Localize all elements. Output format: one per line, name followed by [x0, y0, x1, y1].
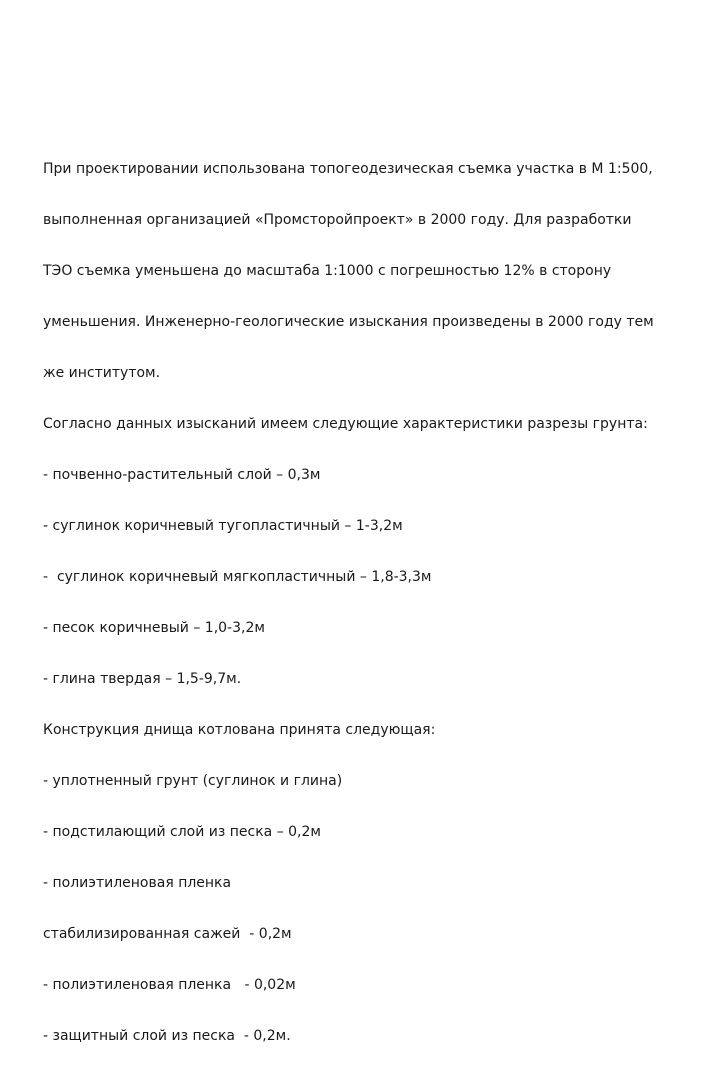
list-item: - суглинок коричневый мягкопластичный – 1,8-3,3м	[43, 569, 432, 585]
list-item: - защитный слой из песка - 0,2м.	[43, 1028, 291, 1044]
list-item: стабилизированная сажей - 0,2м	[43, 926, 292, 942]
list-item: - полиэтиленовая пленка	[43, 875, 232, 891]
text-line: Согласно данных изысканий имеем следующие характеристики разрезы грунта:	[43, 416, 648, 432]
text-line: уменьшения. Инженерно-геологические изыскания произведены в 2000 году тем	[43, 314, 654, 330]
list-item: - почвенно-растительный слой – 0,3м	[43, 467, 321, 483]
text-line: ТЭО съемка уменьшена до масштаба 1:1000 с погрешностью 12% в сторону	[43, 263, 612, 279]
body-text	[43, 127, 683, 1079]
text-line: выполненная организацией «Промсторойпроект» в 2000 году. Для разработки	[43, 212, 632, 228]
list-item: - полиэтиленовая пленка - 0,02м	[43, 977, 296, 993]
list-item: - песок коричневый – 1,0-3,2м	[43, 620, 265, 636]
list-item: - подстилающий слой из песка – 0,2м	[43, 824, 321, 840]
list-item: - суглинок коричневый тугопластичный – 1-3,2м	[43, 518, 403, 534]
list-item: - глина твердая – 1,5-9,7м.	[43, 671, 242, 687]
text-line: Конструкция днища котлована принята следующая:	[43, 722, 436, 738]
text-line: При проектировании использована топогеодезическая съемка участка в М 1:500,	[43, 161, 653, 177]
text-line: же институтом.	[43, 365, 161, 381]
list-item: - уплотненный грунт (суглинок и глина)	[43, 773, 343, 789]
